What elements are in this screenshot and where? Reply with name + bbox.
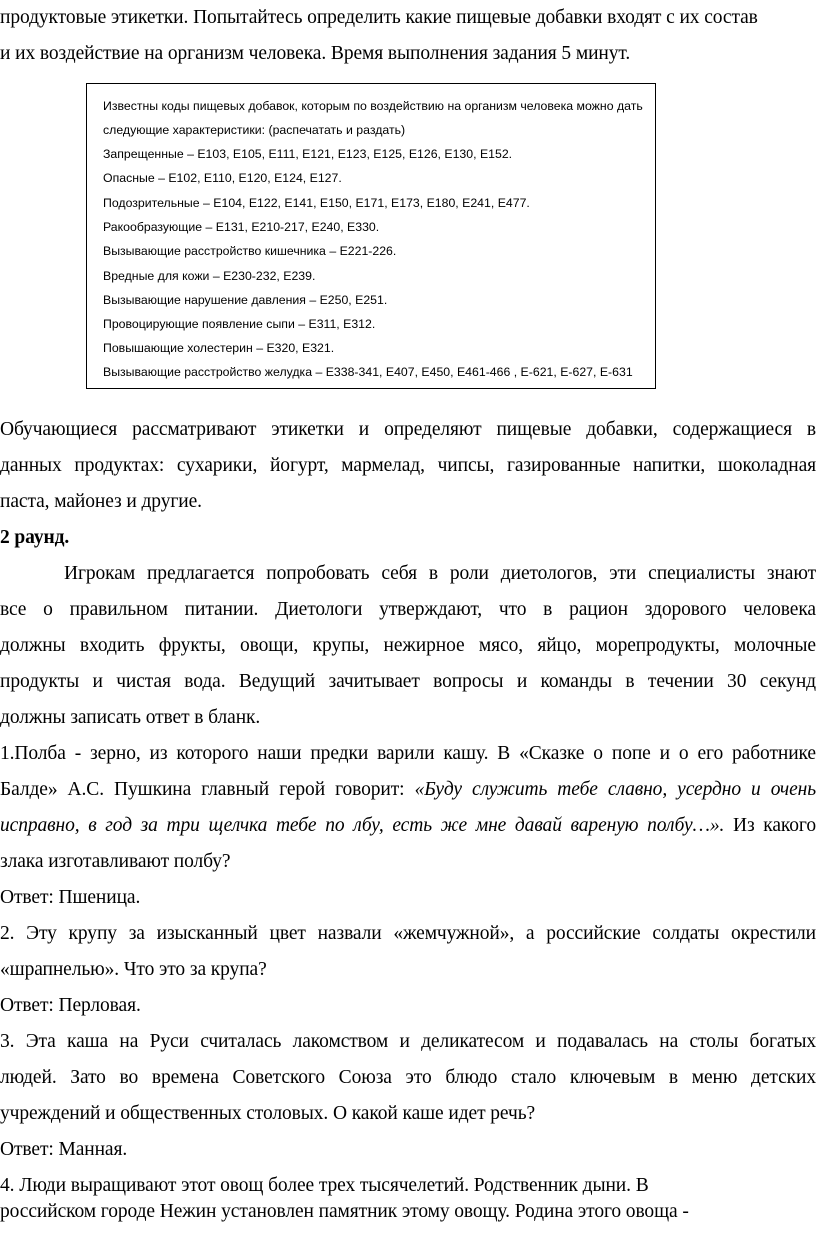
round-intro-line: должны входить фрукты, овощи, крупы, нежирное мясо, яйцо, морепродукты, молочные — [0, 635, 816, 656]
question-3-line: людей. Зато во времена Советского Союза это блюдо стало ключевым в меню детских — [0, 1067, 816, 1088]
intro-line-2: и их воздействие на организм человека. Время выполнения задания 5 минут. — [0, 43, 631, 64]
box-line: Опасные – Е102, Е110, Е120, Е124, Е127. — [103, 171, 342, 185]
box-line: Повышающие холестерин – Е320, Е321. — [103, 341, 335, 355]
question-1-line: злака изготавливают полбу? — [0, 851, 231, 872]
round-heading: 2 раунд. — [0, 527, 70, 548]
labels-line-1: Обучающиеся рассматривают этикетки и определяют пищевые добавки, содержащиеся в — [0, 419, 816, 440]
question-4-line: 4. Люди выращивают этот овощ более трех тысячелетий. Родственник дыни. В — [0, 1175, 649, 1196]
box-line: Вредные для кожи – Е230-232, Е239. — [103, 269, 316, 283]
question-1-line: Балде» А.С. Пушкина главный герой говорит: «Буду служить тебе славно, усердно и очень — [0, 779, 816, 800]
box-line: Вызывающие расстройство желудка – Е338-341, Е407, Е450, Е461-466 , Е-621, Е-627, Е-631 — [103, 365, 633, 379]
answer-3: Ответ: Манная. — [0, 1139, 128, 1160]
round-intro-line: продукты и чистая вода. Ведущий зачитывает вопросы и команды в течении 30 секунд — [0, 671, 816, 692]
question-1-line: исправно, в год за три щелчка тебе по лбу, есть же мне давай вареную полбу…». Из какого — [0, 815, 816, 836]
box-line: Вызывающие расстройство кишечника – Е221-226. — [103, 244, 397, 258]
box-line: следующие характеристики: (распечатать и раздать) — [103, 123, 406, 137]
question-1-line: 1.Полба - зерно, из которого наши предки варили кашу. В «Сказке о попе и о его работнике — [0, 743, 816, 764]
box-line: Известны коды пищевых добавок, которым по воздействию на организм человека можно дать — [103, 99, 643, 113]
box-line: Подозрительные – Е104, Е122, Е141, Е150, Е171, Е173, Е180, Е241, Е477. — [103, 196, 530, 210]
question-2-line: «шрапнелью». Что это за крупа? — [0, 959, 267, 980]
question-3-line: 3. Эта каша на Руси считалась лакомством и деликатесом и подавалась на столы богатых — [0, 1031, 816, 1052]
round-intro-line: должны записать ответ в бланк. — [0, 707, 261, 728]
round-intro-line: Игрокам предлагается попробовать себя в роли диетологов, эти специалисты знают — [64, 563, 816, 584]
question-4-line: российском городе Нежин установлен памятник этому овощу. Родина этого овоща - — [0, 1201, 689, 1222]
question-3-line: учреждений и общественных столовых. О какой каше идет речь? — [0, 1103, 536, 1124]
labels-line-3: паста, майонез и другие. — [0, 491, 202, 512]
box-line: Запрещенные – Е103, Е105, Е111, Е121, Е123, Е125, Е126, Е130, Е152. — [103, 147, 513, 161]
answer-2: Ответ: Перловая. — [0, 995, 141, 1016]
box-line: Провоцирующие появление сыпи – Е311, Е312. — [103, 317, 376, 331]
answer-1: Ответ: Пшеница. — [0, 887, 141, 908]
box-line: Вызывающие нарушение давления – Е250, Е251. — [103, 293, 388, 307]
round-intro-line: все о правильном питании. Диетологи утверждают, что в рацион здорового человека — [0, 599, 816, 620]
intro-line-1: продуктовые этикетки. Попытайтесь определить какие пищевые добавки входят с их состав — [0, 7, 758, 28]
question-2-line: 2. Эту крупу за изысканный цвет назвали «жемчужной», а российские солдаты окрестили — [0, 923, 816, 944]
labels-line-2: данных продуктах: сухарики, йогурт, мармелад, чипсы, газированные напитки, шоколадная — [0, 455, 816, 476]
box-line: Ракообразующие – Е131, Е210-217, Е240, Е330. — [103, 220, 380, 234]
